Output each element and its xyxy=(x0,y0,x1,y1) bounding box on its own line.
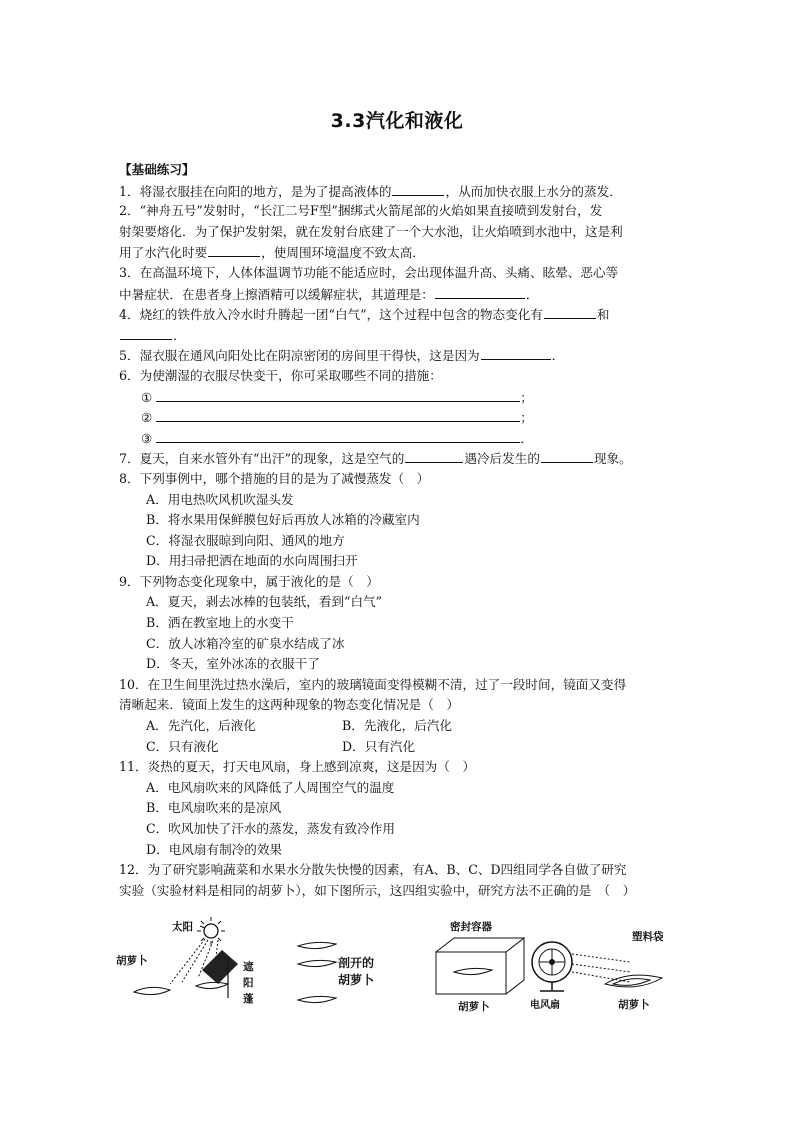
question-10-option-c[interactable]: C．只有液化 xyxy=(146,738,219,754)
question-12-line-2: 实验（实验材料是相同的胡萝卜），如下图所示，这四组实验中，研究方法不正确的是 （ ） xyxy=(119,882,636,898)
question-4-line-1: 4．烧红的铁件放入冷水时升腾起一团“白气”，这个过程中包含的物态变化有 和 xyxy=(119,304,679,325)
question-11-stem: 11．炎热的夏天，打天电风扇，身上感到凉爽，这是因为（ ） xyxy=(119,759,476,775)
sun-label: 太阳 xyxy=(172,921,193,933)
carrot-label-c: 胡萝卜 xyxy=(458,1001,490,1013)
shade-label-3: 蓬 xyxy=(243,993,254,1005)
experiment-d-illustration xyxy=(530,930,664,1011)
question-9-stem: 9．下列物态变化现象中，属于液化的是（ ） xyxy=(119,573,379,589)
answer-line[interactable] xyxy=(156,407,520,422)
sealed-container-icon xyxy=(436,938,524,994)
container-label: 密封容器 xyxy=(450,921,492,933)
question-6-stem: 6．为使潮湿的衣服尽快变干，你可采取哪些不同的措施： xyxy=(119,367,442,383)
shade-canopy-icon xyxy=(202,950,238,998)
question-11-option-c[interactable]: C．吹风加快了汗水的蒸发，蒸发有致冷作用 xyxy=(146,821,395,836)
answer-blank[interactable] xyxy=(435,284,525,299)
cut-carrot-label-2: 胡萝卜 xyxy=(338,973,375,987)
experiment-figure xyxy=(110,912,700,1020)
question-8-option-a[interactable]: A．用电热吹风机吹湿头发 xyxy=(146,491,294,507)
bag-label: 塑料袋 xyxy=(632,931,664,943)
carrot-icon xyxy=(134,982,228,994)
answer-line[interactable] xyxy=(156,428,520,443)
question-8-stem: 8．下列事例中，哪个措施的目的是为了减慢蒸发（ ） xyxy=(119,470,430,486)
question-5: 5．湿衣服在通风向阳处比在阴凉密闭的房间里干得快，这是因为 ． xyxy=(119,345,679,366)
question-2-line-1: 2．“神舟五号”发射时，“长江二号F型”捆绑式火箭尾部的火焰如果直接喷到发射台，发 xyxy=(119,203,603,219)
answer-line[interactable] xyxy=(156,387,520,402)
question-11-option-d[interactable]: D．电风扇有制冷的效果 xyxy=(146,841,283,857)
question-2-line-2: 射架要熔化．为了保护发射架，就在发射台底建了一个大水池，让火焰喷到水池中，这是利 xyxy=(119,223,623,239)
question-11-option-b[interactable]: B．电风扇吹来的是凉风 xyxy=(146,800,282,816)
question-9-option-b[interactable]: B．洒在教室地上的水变干 xyxy=(146,615,294,631)
answer-blank[interactable] xyxy=(208,242,260,257)
answer-blank[interactable] xyxy=(481,345,551,360)
carrot-label-a: 胡萝卜 xyxy=(116,955,148,967)
question-10-options-row-1 xyxy=(119,716,679,737)
question-8-option-b[interactable]: B．将水果用保鲜膜包好后再放人冰箱的冷藏室内 xyxy=(146,512,420,528)
question-10-option-b[interactable]: B．先液化，后汽化 xyxy=(342,718,453,734)
carrot-label-d: 胡萝卜 xyxy=(618,999,650,1011)
experiment-c-illustration xyxy=(436,920,524,1013)
question-10-line-2: 清晰起来．镜面上发生的这两种现象的物态变化情况是（ ） xyxy=(119,697,460,713)
question-6-item-2: ② ； xyxy=(119,407,679,428)
plastic-bag-icon xyxy=(605,975,662,987)
question-1: 1．将湿衣服挂在向阳的地方，是为了提高液体的 ，从而加快衣服上水分的蒸发． xyxy=(119,181,679,202)
question-10-option-d[interactable]: D．只有汽化 xyxy=(342,738,416,754)
answer-blank[interactable] xyxy=(405,448,463,463)
answer-blank[interactable] xyxy=(541,448,593,463)
question-6-item-3: ③ ． xyxy=(119,428,679,449)
sun-icon xyxy=(197,917,225,945)
question-3-line-1: 3．在高温环境下，人体体温调节功能不能适应时，会出现体温升高、头痛、眩晕、恶心等 xyxy=(119,264,619,280)
question-6-item-1: ① ； xyxy=(119,387,679,408)
answer-blank[interactable] xyxy=(544,304,596,319)
question-8-option-d[interactable]: D．用扫帚把洒在地面的水向周围扫开 xyxy=(146,553,358,569)
question-10-line-1: 10．在卫生间里洗过热水澡后，室内的玻璃镜面变得模糊不清，过了一段时间，镜面又变得 xyxy=(119,676,627,692)
question-7: 7．夏天，自来水管外有“出汗”的现象，这是空气的 遇冷后发生的 现象。 xyxy=(119,448,679,469)
fan-icon xyxy=(532,942,572,991)
shade-label-1: 遮 xyxy=(243,961,254,973)
shade-label-2: 阳 xyxy=(243,977,254,989)
question-10-option-a[interactable]: A．先汽化，后液化 xyxy=(146,718,256,734)
question-4-line-2: ． xyxy=(119,325,679,346)
exercise-content xyxy=(119,160,679,901)
section-heading: 【基础练习】 xyxy=(119,162,195,177)
experiment-b-illustration xyxy=(298,942,374,1002)
question-2-line-3: 用了水汽化时要 ，使周围环境温度不致太高． xyxy=(119,242,679,263)
question-9-option-a[interactable]: A．夏天，剥去冰棒的包装纸，看到“白气” xyxy=(146,594,383,610)
question-12-line-1: 12．为了研究影响蔬菜和水果水分散失快慢的因素，有A、B、C、D四组同学各自做了研究 xyxy=(119,862,627,878)
fan-label: 电风扇 xyxy=(530,1000,560,1011)
question-11-option-a[interactable]: A．电风扇吹来的风降低了人周围空气的温度 xyxy=(146,779,395,795)
answer-blank[interactable] xyxy=(392,181,444,196)
carrot-icon xyxy=(298,942,336,1002)
question-8-option-c[interactable]: C．将湿衣服晾到向阳、通风的地方 xyxy=(146,532,345,548)
answer-blank[interactable] xyxy=(120,325,172,340)
page-title: 3.3汽化和液化 xyxy=(330,110,464,132)
question-9-option-c[interactable]: C．放人冰箱冷室的矿泉水结成了冰 xyxy=(146,635,345,651)
experiment-a-illustration xyxy=(116,917,254,1005)
question-10-options-row-2 xyxy=(119,737,679,758)
cut-carrot-label-1: 剖开的 xyxy=(338,956,375,970)
question-3-line-2: 中暑症状．在患者身上擦酒精可以缓解症状，其道理是： ． xyxy=(119,284,679,305)
question-9-option-d[interactable]: D．冬天，室外冰冻的衣服干了 xyxy=(146,656,320,672)
